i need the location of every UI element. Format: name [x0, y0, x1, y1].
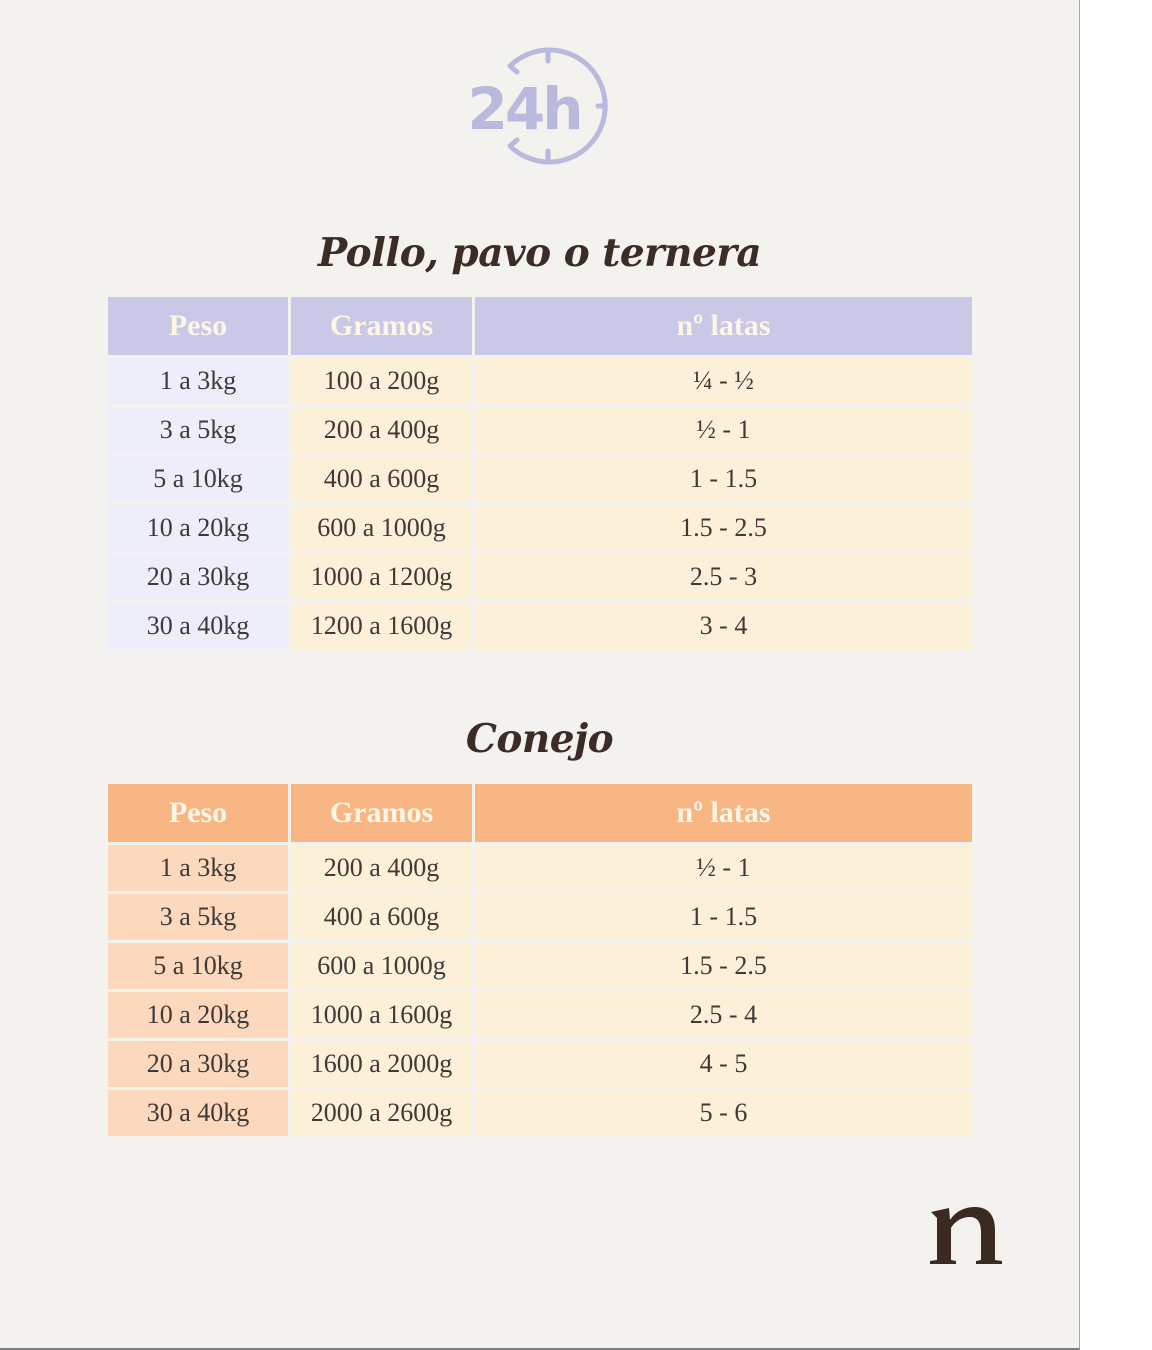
- table-header-row: [108, 784, 972, 842]
- table-row: [108, 407, 972, 453]
- cell-peso: 5 a 10kg: [108, 456, 288, 502]
- cell-latas: 1 - 1.5: [475, 456, 972, 502]
- cell-peso: 20 a 30kg: [108, 1041, 288, 1087]
- cell-gramos: 1600 a 2000g: [291, 1041, 472, 1087]
- cell-latas: 1.5 - 2.5: [475, 943, 972, 989]
- table-row: [108, 456, 972, 502]
- cell-gramos: 600 a 1000g: [291, 943, 472, 989]
- table-row: [108, 1090, 972, 1136]
- table-row: [108, 505, 972, 551]
- header-latas: nº latas: [475, 784, 972, 842]
- header-latas: nº latas: [475, 297, 972, 355]
- table-row: [108, 943, 972, 989]
- feeding-table-conejo: [105, 781, 975, 1139]
- cell-gramos: 1000 a 1200g: [291, 554, 472, 600]
- table-row: [108, 992, 972, 1038]
- clock-icon-label: 24h: [467, 75, 581, 143]
- cell-peso: 1 a 3kg: [108, 358, 288, 404]
- header-gramos: Gramos: [291, 784, 472, 842]
- cell-peso: 3 a 5kg: [108, 407, 288, 453]
- cell-latas: 1.5 - 2.5: [475, 505, 972, 551]
- cell-latas: 1 - 1.5: [475, 894, 972, 940]
- table-row: [108, 845, 972, 891]
- clock-24h-icon: [466, 46, 612, 168]
- table-row: [108, 603, 972, 649]
- cell-gramos: 1000 a 1600g: [291, 992, 472, 1038]
- cell-peso: 10 a 20kg: [108, 505, 288, 551]
- section-title-pollo: Pollo, pavo o ternera: [317, 230, 762, 276]
- cell-peso: 30 a 40kg: [108, 1090, 288, 1136]
- cell-latas: ½ - 1: [475, 407, 972, 453]
- table-row: [108, 358, 972, 404]
- cell-gramos: 200 a 400g: [291, 407, 472, 453]
- cell-latas: 2.5 - 4: [475, 992, 972, 1038]
- cell-latas: ½ - 1: [475, 845, 972, 891]
- cell-gramos: 100 a 200g: [291, 358, 472, 404]
- table-header-row: [108, 297, 972, 355]
- feeding-table-pollo: [105, 294, 975, 652]
- cell-latas: 4 - 5: [475, 1041, 972, 1087]
- n-logo: [925, 1190, 1005, 1268]
- cell-latas: ¼ - ½: [475, 358, 972, 404]
- table-row: [108, 554, 972, 600]
- cell-peso: 1 a 3kg: [108, 845, 288, 891]
- section-title-conejo: Conejo: [465, 716, 614, 762]
- header-peso: Peso: [108, 784, 288, 842]
- cell-gramos: 600 a 1000g: [291, 505, 472, 551]
- cell-peso: 20 a 30kg: [108, 554, 288, 600]
- cell-peso: 10 a 20kg: [108, 992, 288, 1038]
- cell-latas: 2.5 - 3: [475, 554, 972, 600]
- cell-peso: 3 a 5kg: [108, 894, 288, 940]
- cell-latas: 5 - 6: [475, 1090, 972, 1136]
- cell-latas: 3 - 4: [475, 603, 972, 649]
- cell-gramos: 400 a 600g: [291, 894, 472, 940]
- cell-peso: 30 a 40kg: [108, 603, 288, 649]
- header-peso: Peso: [108, 297, 288, 355]
- cell-gramos: 200 a 400g: [291, 845, 472, 891]
- cell-gramos: 400 a 600g: [291, 456, 472, 502]
- cell-peso: 5 a 10kg: [108, 943, 288, 989]
- table-row: [108, 894, 972, 940]
- table-row: [108, 1041, 972, 1087]
- cell-gramos: 2000 a 2600g: [291, 1090, 472, 1136]
- header-gramos: Gramos: [291, 297, 472, 355]
- cell-gramos: 1200 a 1600g: [291, 603, 472, 649]
